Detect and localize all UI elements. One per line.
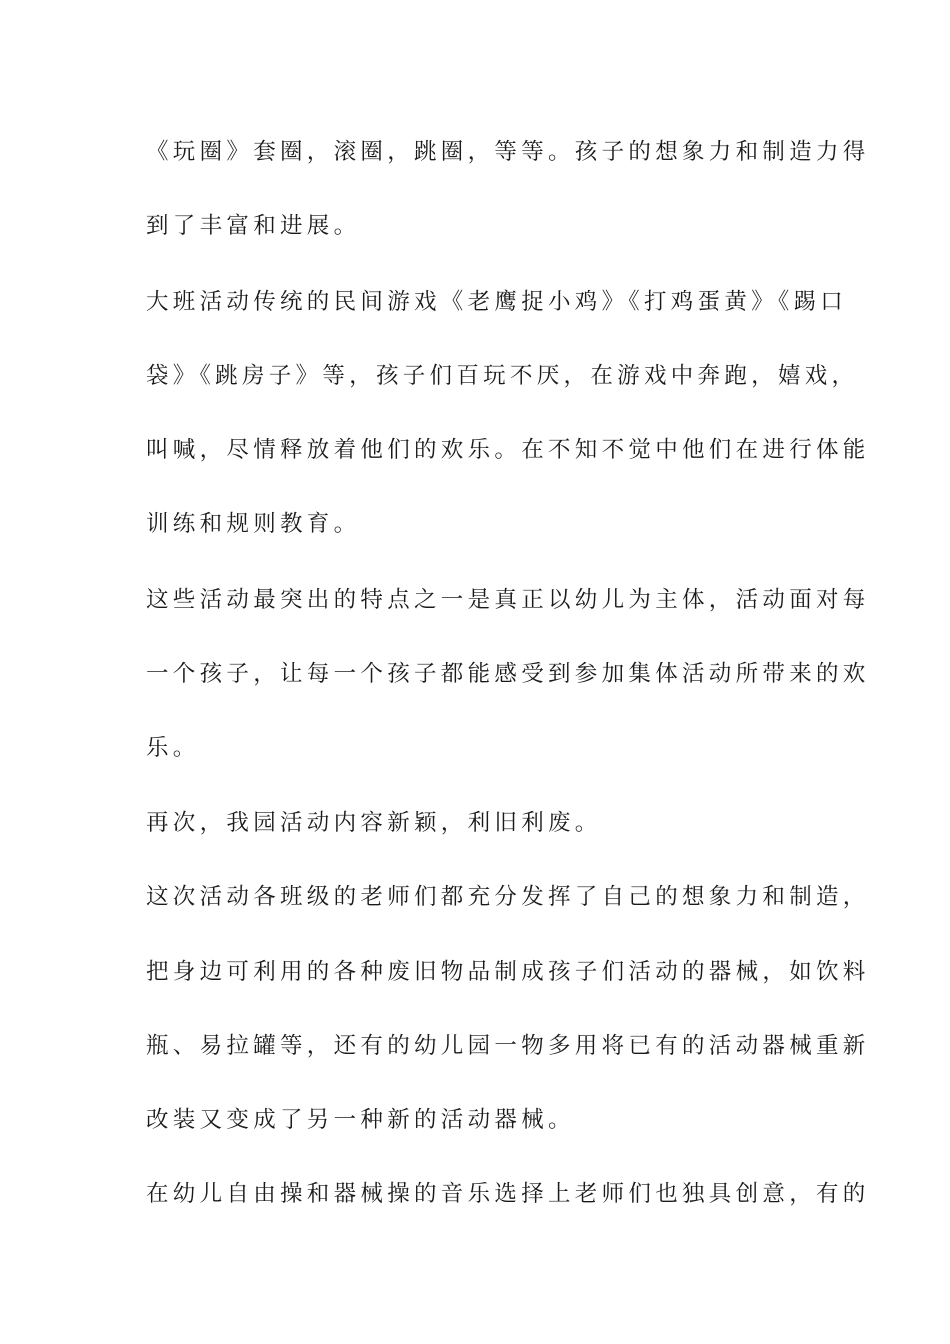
text-line: 再次，我园活动内容新颖，利旧利废。 <box>146 810 602 836</box>
text-line: 大班活动传统的民间游戏《老鹰捉小鸡》《打鸡蛋黄》《踢口 <box>146 289 848 315</box>
text-line: 乐。 <box>146 735 200 761</box>
text-line: 到了丰富和进展。 <box>146 213 361 239</box>
text-line: 训练和规则教育。 <box>146 511 361 537</box>
text-line: 一个孩子，让每一个孩子都能感受到参加集体活动所带来的欢 <box>146 661 870 687</box>
text-line: 把身边可利用的各种废旧物品制成孩子们活动的器械，如饮料 <box>146 959 870 985</box>
text-line: 这次活动各班级的老师们都充分发挥了自己的想象力和制造， <box>146 884 870 910</box>
text-line: 《玩圈》套圈，滚圈，跳圈，等等。孩子的想象力和制造力得 <box>146 139 870 165</box>
text-line: 改装又变成了另一种新的活动器械。 <box>146 1107 575 1133</box>
text-line: 这些活动最突出的特点之一是真正以幼儿为主体，活动面对每 <box>146 587 870 613</box>
text-line: 叫喊，尽情释放着他们的欢乐。在不知不觉中他们在进行体能 <box>146 437 870 463</box>
text-line: 瓶、易拉罐等，还有的幼儿园一物多用将已有的活动器械重新 <box>146 1033 870 1059</box>
text-line: 袋》《跳房子》等，孩子们百玩不厌，在游戏中奔跑，嬉戏， <box>146 363 859 389</box>
text-line: 在幼儿自由操和器械操的音乐选择上老师们也独具创意，有的 <box>146 1181 870 1207</box>
